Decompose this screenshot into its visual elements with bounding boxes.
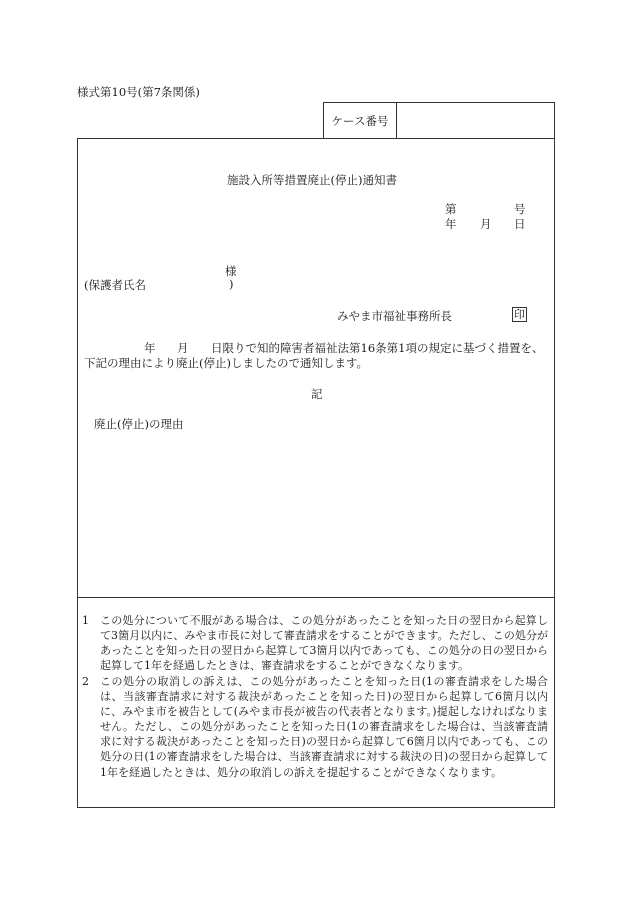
body-line2: 下記の理由により廃止(停止)しましたので通知します。	[84, 356, 369, 370]
addressee-sama: 様	[225, 264, 237, 278]
guardian-name-open: (保護者氏名	[84, 278, 146, 292]
note-text: この処分の取消しの訴えは、この処分があったことを知った日(1の審査請求をした場合は、当該審査請求に対する裁決があったことを知った日)の翌日から起算して6箇月以内に、みやま市を被告として(みやま市長が被告の代表者となります。)提起しなければなりません。ただし、この処分があったことを知った日(1の審査請求をした場合は、当該審査請求に対する裁決があったことを知った日)の翌日から起算して6箇月以内であっても、この処分の日(1の審査請求をした場合は、当該審査請求に対する裁決の日)の翌日から起算して1年を経過したときは、処分の取消しの訴えを提起することができなくなります。	[100, 675, 548, 779]
ki-heading: 記	[311, 387, 323, 401]
body-line1: 日限りで知的障害者福祉法第16条第1項の規定に基づく措置を、	[211, 341, 544, 355]
note-text: この処分について不服がある場合は、この処分があったことを知った日の翌日から起算して3箇月以内に、みやま市長に対して審査請求をすることができます。ただし、この処分があったことを知った日の翌日から起算して3箇月以内であっても、この処分の日の翌日から起算して1年を経過したときは、審査請求をすることができなくなります。	[100, 614, 548, 673]
seal-mark: 印	[514, 308, 525, 321]
doc-number-dai: 第	[445, 202, 457, 216]
date-month: 月	[480, 217, 492, 231]
body-month: 月	[177, 341, 189, 355]
guardian-name-close: )	[229, 277, 234, 291]
appeal-note-1	[82, 613, 548, 673]
date-year: 年	[445, 217, 457, 231]
body-year: 年	[144, 341, 156, 355]
date-day: 日	[514, 217, 526, 231]
document-title: 施設入所等措置廃止(停止)通知書	[227, 173, 397, 187]
issuer-name: みやま市福祉事務所長	[337, 309, 452, 323]
appeal-note-2	[82, 674, 548, 780]
case-number-box	[323, 102, 555, 138]
doc-number-go: 号	[514, 202, 526, 216]
note-number: 1	[82, 614, 89, 627]
case-number-field[interactable]	[397, 103, 554, 138]
form-number: 様式第10号(第7条関係)	[77, 85, 200, 99]
case-number-label: ケース番号	[324, 103, 397, 138]
reason-label: 廃止(停止)の理由	[94, 417, 184, 431]
note-number: 2	[82, 675, 89, 688]
